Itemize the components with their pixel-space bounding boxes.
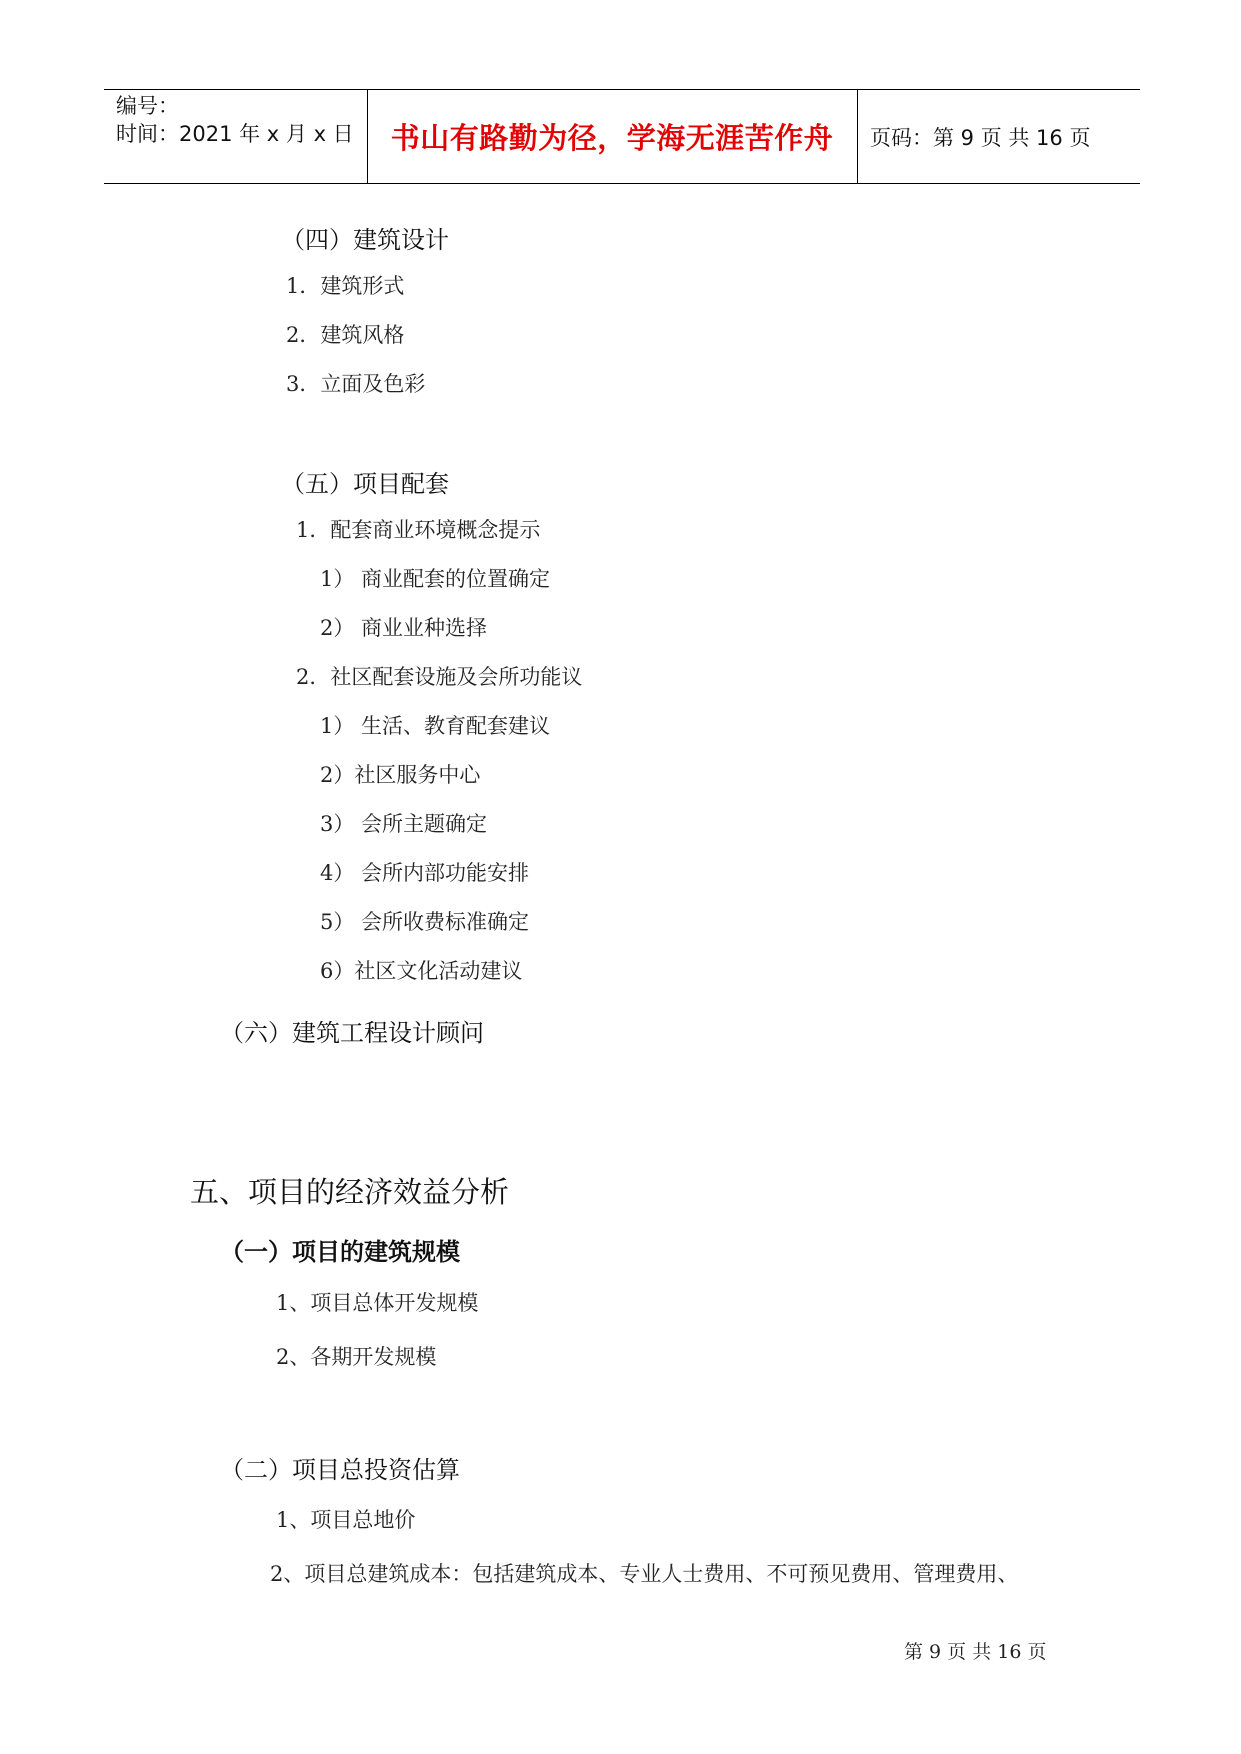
chapter-heading: 五、项目的经济效益分析: [190, 1175, 510, 1209]
list-item: 1、项目总体开发规模: [276, 1291, 479, 1315]
header-motto: 书山有路勤为径，学海无涯苦作舟: [390, 121, 834, 155]
list-item: 6）社区文化活动建议: [320, 959, 523, 983]
section-heading: （四）建筑设计: [281, 226, 449, 254]
list-item: 2）社区服务中心: [320, 763, 481, 787]
list-item: 1、项目总地价: [276, 1508, 416, 1532]
list-item: 1） 商业配套的位置确定: [320, 567, 551, 591]
section-heading: （五）项目配套: [281, 470, 449, 498]
list-item: 5） 会所收费标准确定: [320, 910, 530, 934]
header-page-number: 页码：第 9 页 共 16 页: [870, 125, 1091, 150]
list-item: 2．建筑风格: [286, 323, 405, 347]
list-item: 2．社区配套设施及会所功能议: [296, 665, 583, 689]
section-heading: （一）项目的建筑规模: [220, 1238, 460, 1266]
list-item: 2、各期开发规模: [276, 1345, 437, 1369]
list-item: 4） 会所内部功能安排: [320, 861, 530, 885]
list-item: 1．配套商业环境概念提示: [296, 518, 541, 542]
header-divider: [857, 90, 858, 183]
list-item: 3） 会所主题确定: [320, 812, 488, 836]
header-meta: [116, 92, 354, 148]
paragraph-text: 2、项目总建筑成本：包括建筑成本、专业人士费用、不可预见费用、管理费用、: [270, 1562, 1019, 1586]
document-number: 编号：: [116, 94, 179, 118]
section-heading: （二）项目总投资估算: [220, 1456, 460, 1484]
list-item: 1） 生活、教育配套建议: [320, 714, 551, 738]
footer-page-number: 第 9 页 共 16 页: [904, 1641, 1047, 1663]
document-header: [104, 89, 1140, 184]
list-item: 2） 商业业种选择: [320, 616, 488, 640]
list-item: 1．建筑形式: [286, 274, 405, 298]
document-date: 时间：2021 年 x 月 x 日: [116, 122, 354, 146]
section-heading: （六）建筑工程设计顾问: [220, 1019, 484, 1047]
list-item: 3．立面及色彩: [286, 372, 426, 396]
